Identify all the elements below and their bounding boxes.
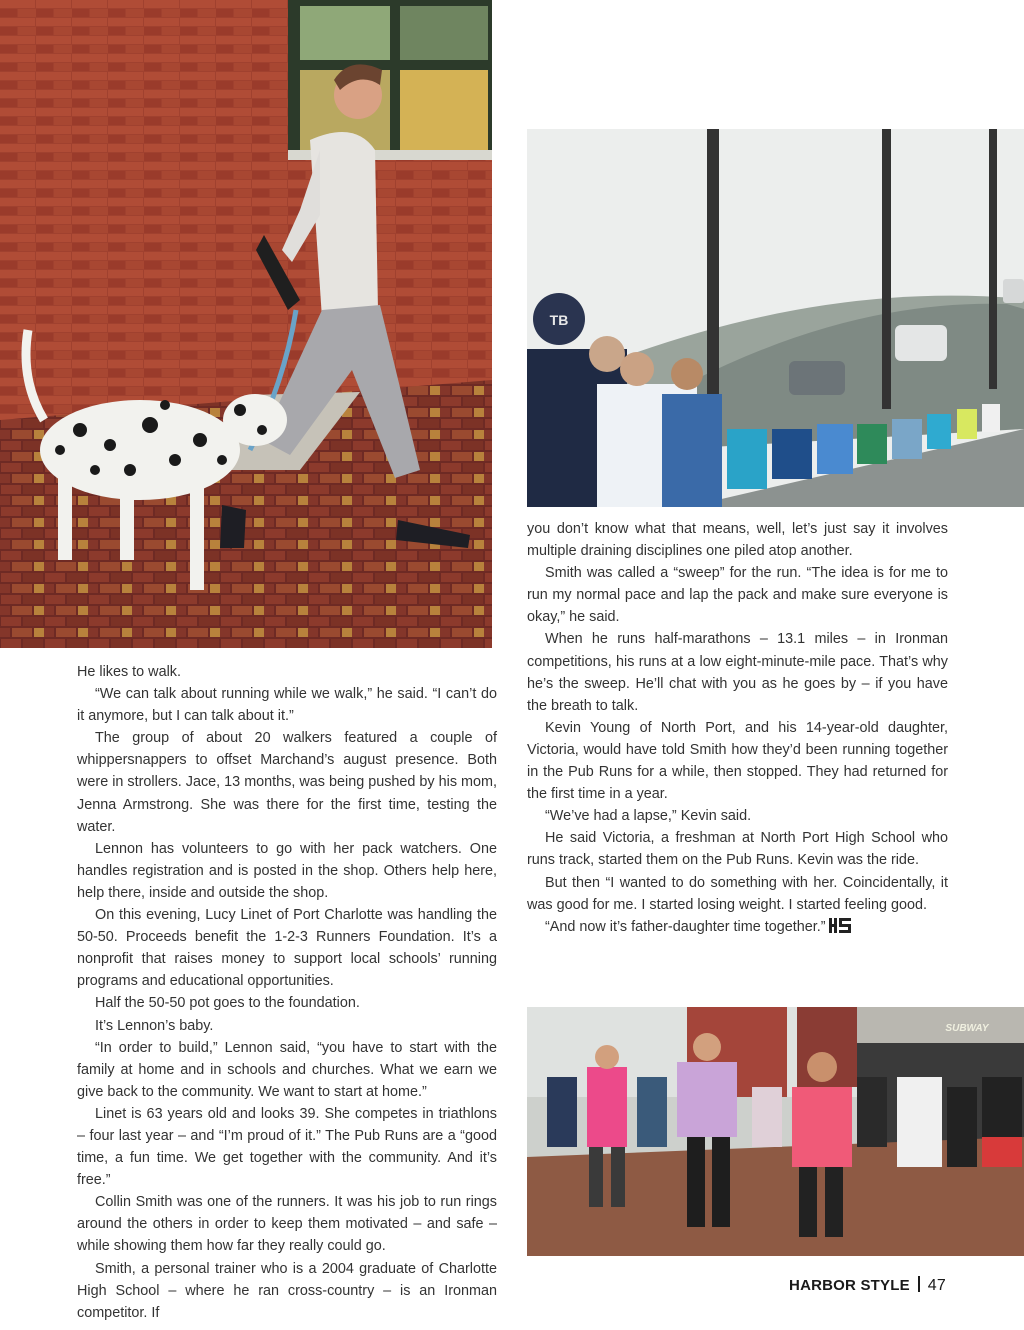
article-paragraph: The group of about 20 walkers featured a couple of whippersnappers to offset Marchand’s august presence. Both were in strollers. Jace, 13 months, was being pushed by his mom, Jenna Armstrong. She was there for the first time, testing the water. [77,730,497,835]
article-paragraph: Collin Smith was one of the runners. It was his job to run rings around the others in order to keep them motivated – and safe – while showing them how far they really could go. [77,1194,497,1255]
article-paragraph: It’s Lennon’s baby. [95,1017,214,1034]
article-paragraph: Half the 50-50 pot goes to the foundation. [95,995,360,1012]
article-paragraph: Smith was called a “sweep” for the run. “The idea is for me to run my normal pace and lap the pack and make sure everyone is okay,” he said. [527,565,948,626]
storefront-sign-text: SUBWAY [945,1023,989,1034]
article-paragraph: “We can talk about running while we walk,” he said. “I can’t do it anymore, but I can talk about it.” [77,686,497,725]
article-paragraph: “We’ve had a lapse,” Kevin said. [545,808,752,825]
runners-outside-storefront-photo [527,1007,1024,1256]
article-paragraph: But then “I wanted to do something with her. Coincidentally, it was good for me. I started losing weight. I started feeling good. [527,874,948,913]
end-of-story-mark-icon [829,918,853,933]
article-paragraph: Smith, a personal trainer who is a 2004 graduate of Charlotte High School – where he ran cross-country – is an Ironman competitor. If [77,1260,497,1321]
woman-walking-dalmatian-photo [0,0,492,648]
article-paragraph: Kevin Young of North Port, and his 14-year-old daughter, Victoria, would have told Smith how they’d been running together in the Pub Runs for a while, then stopped. They had returned for the first time in a year. [527,719,948,803]
article-paragraph: He likes to walk. [77,664,181,680]
article-paragraph: When he runs half-marathons – 13.1 miles – in Ironman competitions, his runs at a low eight-minute-mile pace. That’s why he’s the sweep. He’ll chat with you as he goes by – if you have the breath to talk. [527,631,948,714]
page-number: 47 [927,1277,946,1294]
article-paragraph: He said Victoria, a freshman at North Port High School who runs track, started them on the Pub Runs. Kevin was the ride. [527,830,948,869]
article-paragraph: On this evening, Lucy Linet of Port Charlotte was handling the 50-50. Proceeds benefit the 1-2-3 Runners Foundation. It’s a nonprofit that raises money to support local schools’ running programs and educational opportunities. [77,907,497,990]
article-paragraph: Lennon has volunteers to go with her pack watchers. One handles registration and is posted in the shop. Others help here, help there, inside and outside the shop. [77,840,497,901]
article-column-right [527,518,948,938]
article-column-left [77,661,497,1324]
article-paragraph: “In order to build,” Lennon said, “you have to start with the family at home and in schools and churches. What we earn we give back to the community. We want to start at home.” [77,1039,497,1100]
cap-logo-text: TB [549,312,569,328]
article-paragraph: you don’t know what that means, well, let’s just say it involves multiple draining disciplines one piled atop another. [527,521,948,560]
runners-on-bridge-photo [527,129,1024,507]
page-footer [789,1276,946,1295]
footer-divider [918,1276,920,1292]
article-paragraph: Linet is 63 years old and looks 39. She competes in triathlons – four last year – and “I’m proud of it.” The Pub Runs are a “good time, a fun time. We get together with the community. And it’s free.” [77,1105,497,1189]
magazine-name: HARBOR STYLE [789,1277,910,1294]
article-paragraph: “And now it’s father-daughter time together.” [527,916,948,938]
